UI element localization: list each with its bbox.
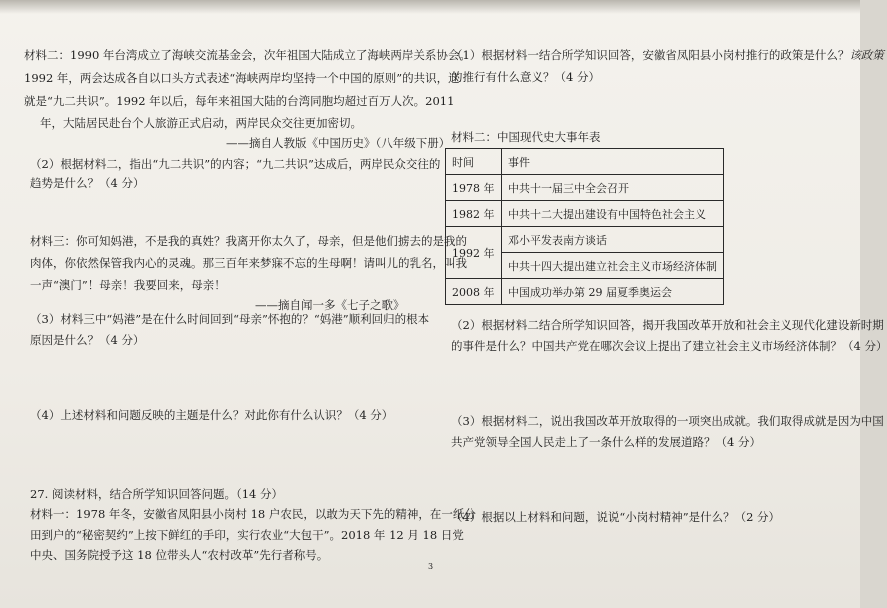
history-events-table	[445, 148, 724, 305]
r-question-3-line-1: （3）根据材料二，说出我国改革开放取得的一项突出成就。我们取得成就是因为中国	[451, 414, 884, 428]
table-cell-event: 中共十一届三中全会召开	[502, 175, 724, 201]
r-question-2-line-1: （2）根据材料二结合所学知识回答，揭开我国改革开放和社会主义现代化建设新时期	[451, 318, 884, 332]
r-question-4: （4）根据以上材料和问题，说说“小岗村精神”是什么？（2 分）	[451, 510, 781, 524]
material-2-line-1: 材料二：1990 年台湾成立了海峡交流基金会，次年祖国大陆成立了海峡两岸关系协会。	[24, 48, 471, 62]
question-3-line-2: 原因是什么？（4 分）	[30, 333, 145, 347]
material-3-source: ——摘自闻一多《七子之歌》	[255, 298, 405, 312]
r-question-3-line-2: 共产党领导全国人民走上了一条什么样的发展道路？（4 分）	[451, 435, 761, 449]
question-2-line-2: 趋势是什么？（4 分）	[30, 176, 145, 190]
table-cell-year: 1978 年	[446, 175, 502, 201]
table-cell-event: 中共十二大提出建设有中国特色社会主义	[502, 201, 724, 227]
table-cell-year: 1992 年	[446, 227, 502, 279]
r-question-1-line-2: 的推行有什么意义？（4 分）	[451, 70, 600, 84]
question-3-line-1: （3）材料三中“妈港”是在什么时间回到“母亲”怀抱的？“妈港”顺利回归的根本	[30, 312, 430, 326]
material-3-line-2: 肉体，你依然保管我内心的灵魂。那三百年来梦寐不忘的生母啊！请叫儿的乳名，叫我	[30, 256, 467, 270]
r-question-1-line-1	[451, 48, 884, 63]
table-header-row	[446, 149, 724, 175]
table-header-year: 时间	[446, 149, 502, 175]
table-cell-year: 2008 年	[446, 279, 502, 305]
r-question-2-line-2: 的事件是什么？中国共产党在哪次会议上提出了建立社会主义市场经济体制？（4 分）	[451, 339, 887, 353]
table-row	[446, 201, 724, 227]
material-2-source: ——摘自人教版《中国历史》（八年级下册）	[226, 136, 451, 150]
question-27-material-1-line-1: 材料一：1978 年冬，安徽省凤阳县小岗村 18 户农民，以敢为天下先的精神，在一纸分	[30, 507, 476, 521]
table-cell-event: 邓小平发表南方谈话	[502, 227, 724, 253]
table-header-event: 事件	[502, 149, 724, 175]
r-question-1-tail: 该政策	[849, 48, 884, 62]
page-number: 3	[428, 562, 434, 571]
question-27-material-1-line-3: 中央、国务院授予这 18 位带头人“农村改革”先行者称号。	[30, 548, 329, 562]
table-row	[446, 227, 724, 253]
table-cell-event: 中国成功举办第 29 届夏季奥运会	[502, 279, 724, 305]
material-2-line-4: 年，大陆居民赴台个人旅游正式启动，两岸民众交往更加密切。	[40, 116, 362, 130]
question-27-title: 27. 阅读材料，结合所学知识回答问题。（14 分）	[30, 487, 283, 501]
material-2-line-2: 1992 年，两会达成各自以口头方式表述“海峡两岸均坚持一个中国的原则”的共识，这	[24, 71, 460, 85]
table-cell-year: 1982 年	[446, 201, 502, 227]
question-4: （4）上述材料和问题反映的主题是什么？对此你有什么认识？（4 分）	[30, 408, 394, 422]
scan-shadow	[0, 0, 860, 14]
r-question-1-text: （1）根据材料一结合所学知识回答，安徽省凤阳县小岗村推行的政策是什么？	[451, 48, 850, 62]
material-3-line-1: 材料三：你可知妈港，不是我的真姓？我离开你太久了，母亲，但是他们掳去的是我的	[30, 234, 467, 248]
table-cell-event: 中共十四大提出建立社会主义市场经济体制	[502, 253, 724, 279]
table-row	[446, 175, 724, 201]
table-row	[446, 279, 724, 305]
question-2-line-1: （2）根据材料二，指出“九二共识”的内容；“九二共识”达成后，两岸民众交往的	[30, 157, 441, 171]
material-2-line-3: 就是“九二共识”。1992 年以后，每年来祖国大陆的台湾同胞均超过百万人次。2011	[24, 94, 455, 108]
table-title: 材料二：中国现代史大事年表	[451, 130, 601, 144]
question-27-material-1-line-2: 田到户的“秘密契约”上按下鲜红的手印，实行农业“大包干”。2018 年 12 月 18 日党	[30, 528, 464, 542]
material-3-line-3: 一声“澳门”！母亲！我要回来，母亲！	[30, 278, 226, 292]
